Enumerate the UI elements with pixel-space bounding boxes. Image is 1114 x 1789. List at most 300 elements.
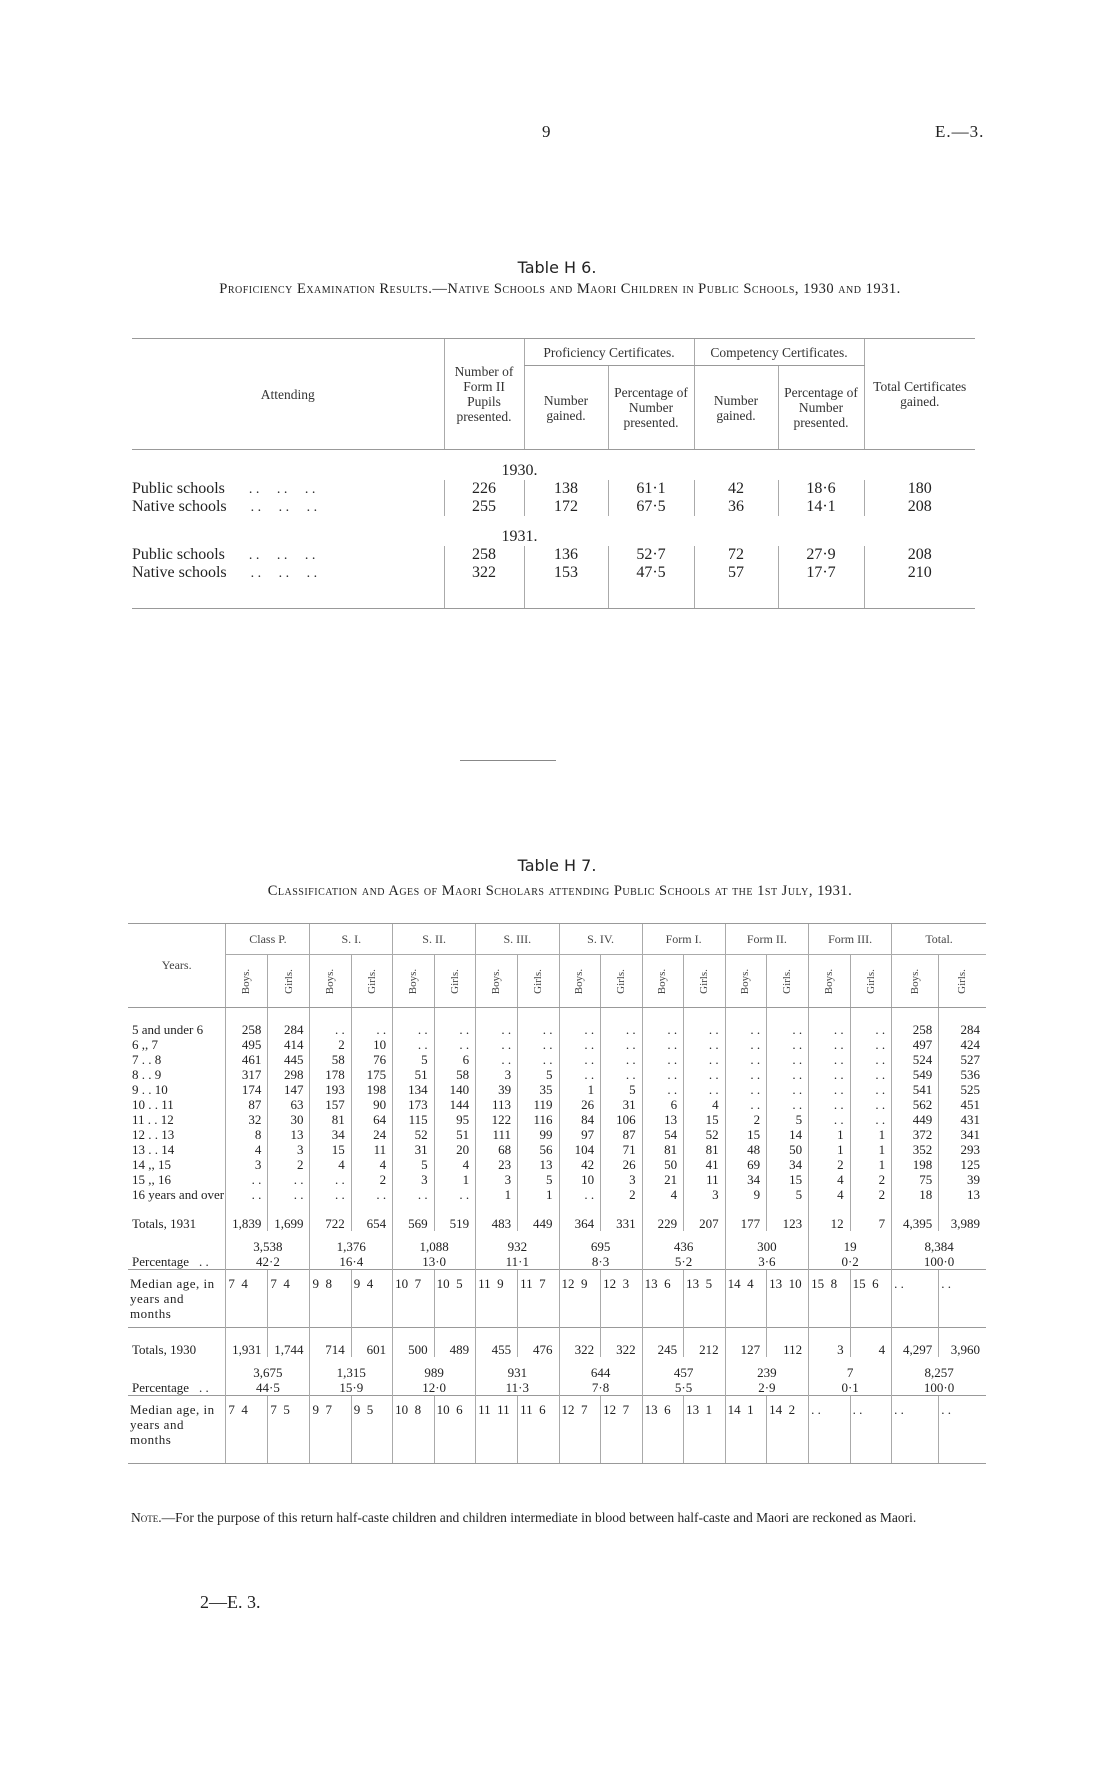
h7-cell: 69: [725, 1157, 767, 1172]
h7-median-cell: 10 8: [393, 1396, 435, 1454]
h7-cell: . .: [601, 1037, 643, 1052]
h7-cell: . .: [642, 1037, 684, 1052]
h7-cell: . .: [559, 1022, 601, 1037]
h7-combined-cell: 19: [809, 1231, 892, 1254]
h7-cell: 5: [518, 1067, 559, 1082]
h7-age-row: [128, 1097, 986, 1112]
h7-combined-cell: 0·1: [809, 1380, 892, 1396]
h7-cell: 127: [725, 1328, 767, 1358]
h7-median-label: Median age, in years and months: [128, 1270, 226, 1328]
h7-row-label: 13 . . 14: [132, 1142, 175, 1157]
h7-cell: 177: [725, 1202, 767, 1231]
h7-cell: 1: [850, 1127, 892, 1142]
percentage-label: Percentage: [132, 1380, 190, 1395]
h6-header-attending: Attending: [132, 339, 444, 450]
h7-row-label: [128, 1357, 226, 1380]
h7-cell: . .: [725, 1097, 767, 1112]
h7-cell: 298: [268, 1067, 310, 1082]
h7-subheader: [476, 955, 518, 1008]
h7-combined-cell: 1,315: [310, 1357, 393, 1380]
h7-row-label: [128, 1254, 226, 1270]
h7-cell: 3: [476, 1067, 518, 1082]
h6-cell-presented: 322: [444, 564, 524, 582]
h7-cell: 13: [939, 1187, 986, 1202]
h7-cell: . .: [725, 1037, 767, 1052]
h7-cell: 119: [518, 1097, 559, 1112]
h7-cell: 414: [268, 1037, 310, 1052]
h7-header-group: S. IV.: [559, 924, 642, 955]
h7-cell: . .: [351, 1022, 392, 1037]
h7-header-group: S. I.: [310, 924, 393, 955]
h7-cell: . .: [809, 1097, 851, 1112]
h7-cell: 198: [351, 1082, 392, 1097]
h7-cell: 1: [809, 1142, 851, 1157]
h7-subheader: [310, 955, 351, 1008]
h6-row: [132, 564, 975, 582]
percentage-leader: . .: [199, 1254, 209, 1269]
h7-row-label: 14 ,, 15: [132, 1157, 171, 1172]
h7-median-cell: 7 4: [226, 1396, 268, 1454]
h7-cell: . .: [767, 1037, 809, 1052]
h7-subheader: [809, 955, 851, 1008]
h7-cell: 4: [684, 1097, 726, 1112]
h7-cell: 3,960: [939, 1328, 986, 1358]
h7-age-row: [128, 1067, 986, 1082]
h7-cell: . .: [850, 1112, 892, 1127]
h7-cell: 8: [226, 1127, 268, 1142]
h7-cell: 1: [559, 1082, 601, 1097]
h7-cell: 68: [476, 1142, 518, 1157]
h7-cell: 2: [809, 1157, 851, 1172]
h7-cell: 5: [767, 1187, 809, 1202]
h7-cell: 2: [725, 1112, 767, 1127]
h6-cell-comp-pct: 17·7: [778, 564, 864, 582]
h7-cell: 207: [684, 1202, 726, 1231]
h7-cell: 451: [939, 1097, 986, 1112]
h7-cell: 3: [226, 1157, 268, 1172]
h6-header-prof-pct: Percentage of Number presented.: [608, 366, 694, 450]
h7-age-row: [128, 1037, 986, 1052]
h6-cell-comp-num: 36: [694, 498, 778, 516]
h7-combined-cell: 15·9: [310, 1380, 393, 1396]
h7-combined-cell: 7: [809, 1357, 892, 1380]
h7-cell: 4: [434, 1157, 476, 1172]
h7-cell: 20: [434, 1142, 476, 1157]
h7-cell: . .: [850, 1022, 892, 1037]
h7-cell: . .: [518, 1022, 559, 1037]
table-h7: [128, 923, 986, 1464]
h7-cell: 5: [518, 1172, 559, 1187]
h7-header-girls: Girls.: [864, 968, 877, 994]
h7-median-cell: . .: [892, 1270, 939, 1328]
h7-cell: 51: [434, 1127, 476, 1142]
h7-combined-cell: 13·0: [393, 1254, 476, 1270]
h7-age-row: [128, 1187, 986, 1202]
h7-totals-1930: [128, 1328, 986, 1358]
h7-age-row: [128, 1172, 986, 1187]
h7-median-label: Median age, in years and months: [128, 1396, 226, 1454]
h7-row-label: 10 . . 11: [132, 1097, 174, 1112]
h7-header-girls: Girls.: [531, 968, 544, 994]
h7-median-cell: 13 5: [684, 1270, 726, 1328]
h6-row-leader: . . . . . .: [248, 548, 316, 563]
h6-bottom-rule: [132, 582, 975, 609]
h7-cell: 424: [939, 1037, 986, 1052]
h7-header-girls: Girls.: [448, 968, 461, 994]
h7-cell: 497: [892, 1037, 939, 1052]
h7-cell: 372: [892, 1127, 939, 1142]
h7-median-cell: 7 4: [226, 1270, 268, 1328]
h7-header-boys: Boys.: [324, 968, 337, 994]
h7-cell: 3: [393, 1172, 435, 1187]
h7-cell: 198: [892, 1157, 939, 1172]
page-number: 9: [542, 122, 551, 141]
h7-cell: 54: [642, 1127, 684, 1142]
h7-cell: 1,699: [268, 1202, 310, 1231]
h7-row-label: 11 . . 12: [132, 1112, 174, 1127]
h7-cell: 1: [434, 1172, 476, 1187]
h7-cell: 64: [351, 1112, 392, 1127]
h6-cell-comp-num: 72: [694, 546, 778, 564]
h7-median-cell: 11 7: [518, 1270, 559, 1328]
h7-cell: 1: [850, 1142, 892, 1157]
h7-cell: . .: [559, 1187, 601, 1202]
h7-combined-cell: 8·3: [559, 1254, 642, 1270]
h7-subheader: [892, 955, 939, 1008]
h6-header-competency: Competency Certificates.: [694, 339, 864, 366]
h7-cell: 3: [601, 1172, 643, 1187]
h7-subheader: [642, 955, 684, 1008]
h7-cell: 14: [767, 1127, 809, 1142]
h7-cell: 569: [393, 1202, 435, 1231]
h7-subheader: [601, 955, 643, 1008]
h7-cell: 524: [892, 1052, 939, 1067]
h7-cell: 7: [850, 1202, 892, 1231]
h7-header-boys: Boys.: [240, 968, 253, 994]
h7-cell: 258: [226, 1022, 268, 1037]
h7-cell: 63: [268, 1097, 310, 1112]
h7-cell: 2: [268, 1157, 310, 1172]
h7-combined-cell: 7·8: [559, 1380, 642, 1396]
h7-median-1931: [128, 1270, 986, 1328]
h7-cell: 4: [809, 1187, 851, 1202]
h7-header-boys: Boys.: [822, 968, 835, 994]
h7-cell: . .: [476, 1052, 518, 1067]
h7-cell: . .: [310, 1187, 351, 1202]
h7-combined-cell: 989: [393, 1357, 476, 1380]
h6-header-proficiency: Proficiency Certificates.: [524, 339, 694, 366]
h7-combined-cell: 5·2: [642, 1254, 725, 1270]
h7-cell: . .: [767, 1022, 809, 1037]
h6-row-leader: . . . . . .: [250, 566, 318, 581]
h7-cell: 10: [351, 1037, 392, 1052]
h7-combined-cell: 644: [559, 1357, 642, 1380]
h7-cell: . .: [434, 1022, 476, 1037]
h6-row-label: Public schools: [132, 546, 225, 563]
h7-cell: 173: [393, 1097, 435, 1112]
h7-cell: 525: [939, 1082, 986, 1097]
h7-median-cell: 13 6: [642, 1396, 684, 1454]
h7-median-cell: 14 4: [725, 1270, 767, 1328]
h6-cell-comp-num: 57: [694, 564, 778, 582]
h7-row-label: 8 . . 9: [132, 1067, 162, 1082]
h7-cell: . .: [684, 1052, 726, 1067]
h7-cell: 15: [684, 1112, 726, 1127]
h7-median-cell: 9 5: [351, 1396, 392, 1454]
h6-cell-total: 208: [864, 546, 975, 564]
h7-header-girls: Girls.: [365, 968, 378, 994]
h7-cell: . .: [642, 1022, 684, 1037]
h7-cell: . .: [809, 1112, 851, 1127]
h7-cell: 317: [226, 1067, 268, 1082]
h7-row-label: 9 . . 10: [132, 1082, 168, 1097]
h7-cell: 157: [310, 1097, 351, 1112]
h7-cell: 106: [601, 1112, 643, 1127]
h6-cell-total: 210: [864, 564, 975, 582]
h7-cell: . .: [767, 1082, 809, 1097]
h7-row-label: 7 . . 8: [132, 1052, 162, 1067]
h7-median-cell: 11 9: [476, 1270, 518, 1328]
h7-cell: . .: [809, 1052, 851, 1067]
h7-cell: 84: [559, 1112, 601, 1127]
document-code: E.—3.: [935, 122, 985, 141]
h7-cell: . .: [684, 1067, 726, 1082]
h7-cell: . .: [809, 1037, 851, 1052]
h7-cell: . .: [601, 1067, 643, 1082]
h7-cell: 483: [476, 1202, 518, 1231]
h7-cell: 519: [434, 1202, 476, 1231]
h7-row-label: 6 ,, 7: [132, 1037, 158, 1052]
h7-spacer: [128, 1008, 986, 1023]
h6-row-label: Native schools: [132, 498, 227, 515]
h7-header-girls: Girls.: [282, 968, 295, 994]
table-h7-subtitle: Classification and Ages of Maori Scholars attending Public Schools at the 1st July, 1931.: [267, 883, 853, 899]
h7-cell: 1,931: [226, 1328, 268, 1358]
note-label: Note.: [131, 1510, 162, 1525]
h7-cell: 52: [684, 1127, 726, 1142]
h7-cell: . .: [351, 1187, 392, 1202]
h7-cell: . .: [850, 1037, 892, 1052]
h7-header-boys: Boys.: [406, 968, 419, 994]
h7-cell: 2: [601, 1187, 643, 1202]
h7-age-row: [128, 1142, 986, 1157]
h7-median-cell: . .: [850, 1396, 892, 1454]
h7-cell: 536: [939, 1067, 986, 1082]
h7-cell: 178: [310, 1067, 351, 1082]
h6-row-label: Native schools: [132, 564, 227, 581]
h7-cell: 4,297: [892, 1328, 939, 1358]
h7-cell: 4: [226, 1142, 268, 1157]
h7-cell: . .: [310, 1172, 351, 1187]
h6-year-row: [132, 516, 975, 546]
h6-year: 1930.: [501, 462, 538, 479]
h7-header-group: S. II.: [393, 924, 476, 955]
h7-cell: . .: [684, 1082, 726, 1097]
h6-cell-comp-pct: 14·1: [778, 498, 864, 516]
h6-cell-presented: 255: [444, 498, 524, 516]
h6-body: [132, 450, 975, 609]
h7-cell: 97: [559, 1127, 601, 1142]
h7-cell: 331: [601, 1202, 643, 1231]
h7-subheader: [725, 955, 767, 1008]
h7-cell: 322: [559, 1328, 601, 1358]
h6-row: [132, 480, 975, 498]
h7-subheader: [518, 955, 559, 1008]
h7-age-row: [128, 1022, 986, 1037]
h6-row: [132, 546, 975, 564]
h7-cell: . .: [268, 1172, 310, 1187]
h6-row-leader: . . . . . .: [248, 482, 316, 497]
h6-cell-prof-num: 138: [524, 480, 608, 498]
h7-header-girls: Girls.: [781, 968, 794, 994]
percentage-leader: . .: [199, 1380, 209, 1395]
section-divider: [460, 760, 556, 761]
h7-row-label: 15 ,, 16: [132, 1172, 171, 1187]
h7-median-cell: 7 4: [268, 1270, 310, 1328]
h7-cell: 104: [559, 1142, 601, 1157]
h7-cell: . .: [642, 1067, 684, 1082]
table-h7-title: Table H 7.: [517, 856, 597, 875]
h7-row-label: Totals, 1931: [132, 1216, 197, 1231]
h7-combined-cell: 2·9: [725, 1380, 809, 1396]
h7-cell: 18: [892, 1187, 939, 1202]
h7-cell: 461: [226, 1052, 268, 1067]
h6-cell-prof-num: 153: [524, 564, 608, 582]
h7-median-cell: 11 6: [518, 1396, 559, 1454]
h7-cell: 134: [393, 1082, 435, 1097]
h7-cell: . .: [601, 1022, 643, 1037]
h7-combined-cell: 457: [642, 1357, 725, 1380]
h7-cell: 341: [939, 1127, 986, 1142]
h7-cell: 50: [642, 1157, 684, 1172]
h7-cell: 41: [684, 1157, 726, 1172]
h7-cell: . .: [642, 1052, 684, 1067]
h7-cell: 30: [268, 1112, 310, 1127]
h7-row-label: 5 and under 6: [132, 1022, 204, 1037]
h7-cell: 1: [518, 1187, 559, 1202]
h7-combined-cell: 1,376: [310, 1231, 393, 1254]
h7-cell: 3: [476, 1172, 518, 1187]
h7-cell: 48: [725, 1142, 767, 1157]
h7-cell: . .: [767, 1097, 809, 1112]
h7-cell: 193: [310, 1082, 351, 1097]
h7-cell: 5: [601, 1082, 643, 1097]
h7-cell: 13: [518, 1157, 559, 1172]
h7-bottom-rule: [128, 1453, 986, 1464]
h7-cell: 87: [601, 1127, 643, 1142]
h7-header-group: Class P.: [226, 924, 310, 955]
h7-cell: . .: [559, 1067, 601, 1082]
h7-cell: . .: [642, 1082, 684, 1097]
h7-median-cell: 12 3: [601, 1270, 643, 1328]
h7-cell: 116: [518, 1112, 559, 1127]
h6-cell-presented: 258: [444, 546, 524, 564]
h6-header-comp-pct: Percentage of Number presented.: [778, 366, 864, 450]
h7-cell: . .: [725, 1067, 767, 1082]
h7-cell: 654: [351, 1202, 392, 1231]
h6-cell-total: 180: [864, 480, 975, 498]
h7-cell: 284: [939, 1022, 986, 1037]
h7-cell: 123: [767, 1202, 809, 1231]
h7-cell: 81: [684, 1142, 726, 1157]
h7-median-cell: 9 4: [351, 1270, 392, 1328]
h7-cell: . .: [476, 1022, 518, 1037]
h7-cell: 4: [310, 1157, 351, 1172]
h7-cell: 449: [518, 1202, 559, 1231]
h7-cell: . .: [434, 1187, 476, 1202]
h7-cell: 1,839: [226, 1202, 268, 1231]
h7-cell: 258: [892, 1022, 939, 1037]
h7-combined-cell: 0·2: [809, 1254, 892, 1270]
h7-cell: 90: [351, 1097, 392, 1112]
h7-combined-cell: 100·0: [892, 1380, 986, 1396]
h7-cell: . .: [393, 1187, 435, 1202]
h7-median-cell: 14 1: [725, 1396, 767, 1454]
h7-percentage-1930: [128, 1380, 986, 1396]
h7-header-boys: Boys.: [656, 968, 669, 994]
h7-cell: 1: [850, 1157, 892, 1172]
h7-header-girls: Girls.: [697, 968, 710, 994]
h7-header-group: Total.: [892, 924, 986, 955]
h7-cell: . .: [226, 1187, 268, 1202]
h7-cell: 12: [809, 1202, 851, 1231]
h7-combined-cell: 16·4: [310, 1254, 393, 1270]
h7-cell: 71: [601, 1142, 643, 1157]
h7-cell: 175: [351, 1067, 392, 1082]
table-h6: [132, 338, 975, 609]
h6-cell-comp-num: 42: [694, 480, 778, 498]
h6-cell-comp-pct: 27·9: [778, 546, 864, 564]
h7-cell: 6: [642, 1097, 684, 1112]
h7-cell: 58: [310, 1052, 351, 1067]
h7-cell: 212: [684, 1328, 726, 1358]
h7-cell: 5: [393, 1052, 435, 1067]
h7-cell: 2: [850, 1187, 892, 1202]
h6-header-total: Total Certificates gained.: [864, 339, 975, 450]
h7-cell: . .: [850, 1052, 892, 1067]
h7-age-row: [128, 1082, 986, 1097]
h7-cell: 3,989: [939, 1202, 986, 1231]
h7-cell: 1: [476, 1187, 518, 1202]
h7-median-cell: 10 5: [434, 1270, 476, 1328]
h7-cell: 2: [351, 1172, 392, 1187]
h7-cell: 122: [476, 1112, 518, 1127]
h7-header-group: S. III.: [476, 924, 559, 955]
h7-median-cell: 12 7: [559, 1396, 601, 1454]
h6-cell-prof-pct: 47·5: [608, 564, 694, 582]
h6-row: [132, 498, 975, 516]
h7-cell: 4: [809, 1172, 851, 1187]
h7-median-cell: 7 5: [268, 1396, 310, 1454]
h7-combined-cell: 12·0: [393, 1380, 476, 1396]
h7-cell: . .: [725, 1052, 767, 1067]
h7-cell: 245: [642, 1328, 684, 1358]
h7-cell: . .: [767, 1052, 809, 1067]
h7-cell: 76: [351, 1052, 392, 1067]
h7-cell: 489: [434, 1328, 476, 1358]
h7-row-label: Totals, 1930: [128, 1328, 226, 1358]
h7-cell: 24: [351, 1127, 392, 1142]
h7-cell: 449: [892, 1112, 939, 1127]
h7-median-cell: 13 6: [642, 1270, 684, 1328]
h7-median-cell: 10 7: [393, 1270, 435, 1328]
h7-combined-cell: 695: [559, 1231, 642, 1254]
h7-cell: 476: [518, 1328, 559, 1358]
h7-subheader: [767, 955, 809, 1008]
h7-cell: 541: [892, 1082, 939, 1097]
h7-cell: 34: [767, 1157, 809, 1172]
h7-subheader: [226, 955, 268, 1008]
